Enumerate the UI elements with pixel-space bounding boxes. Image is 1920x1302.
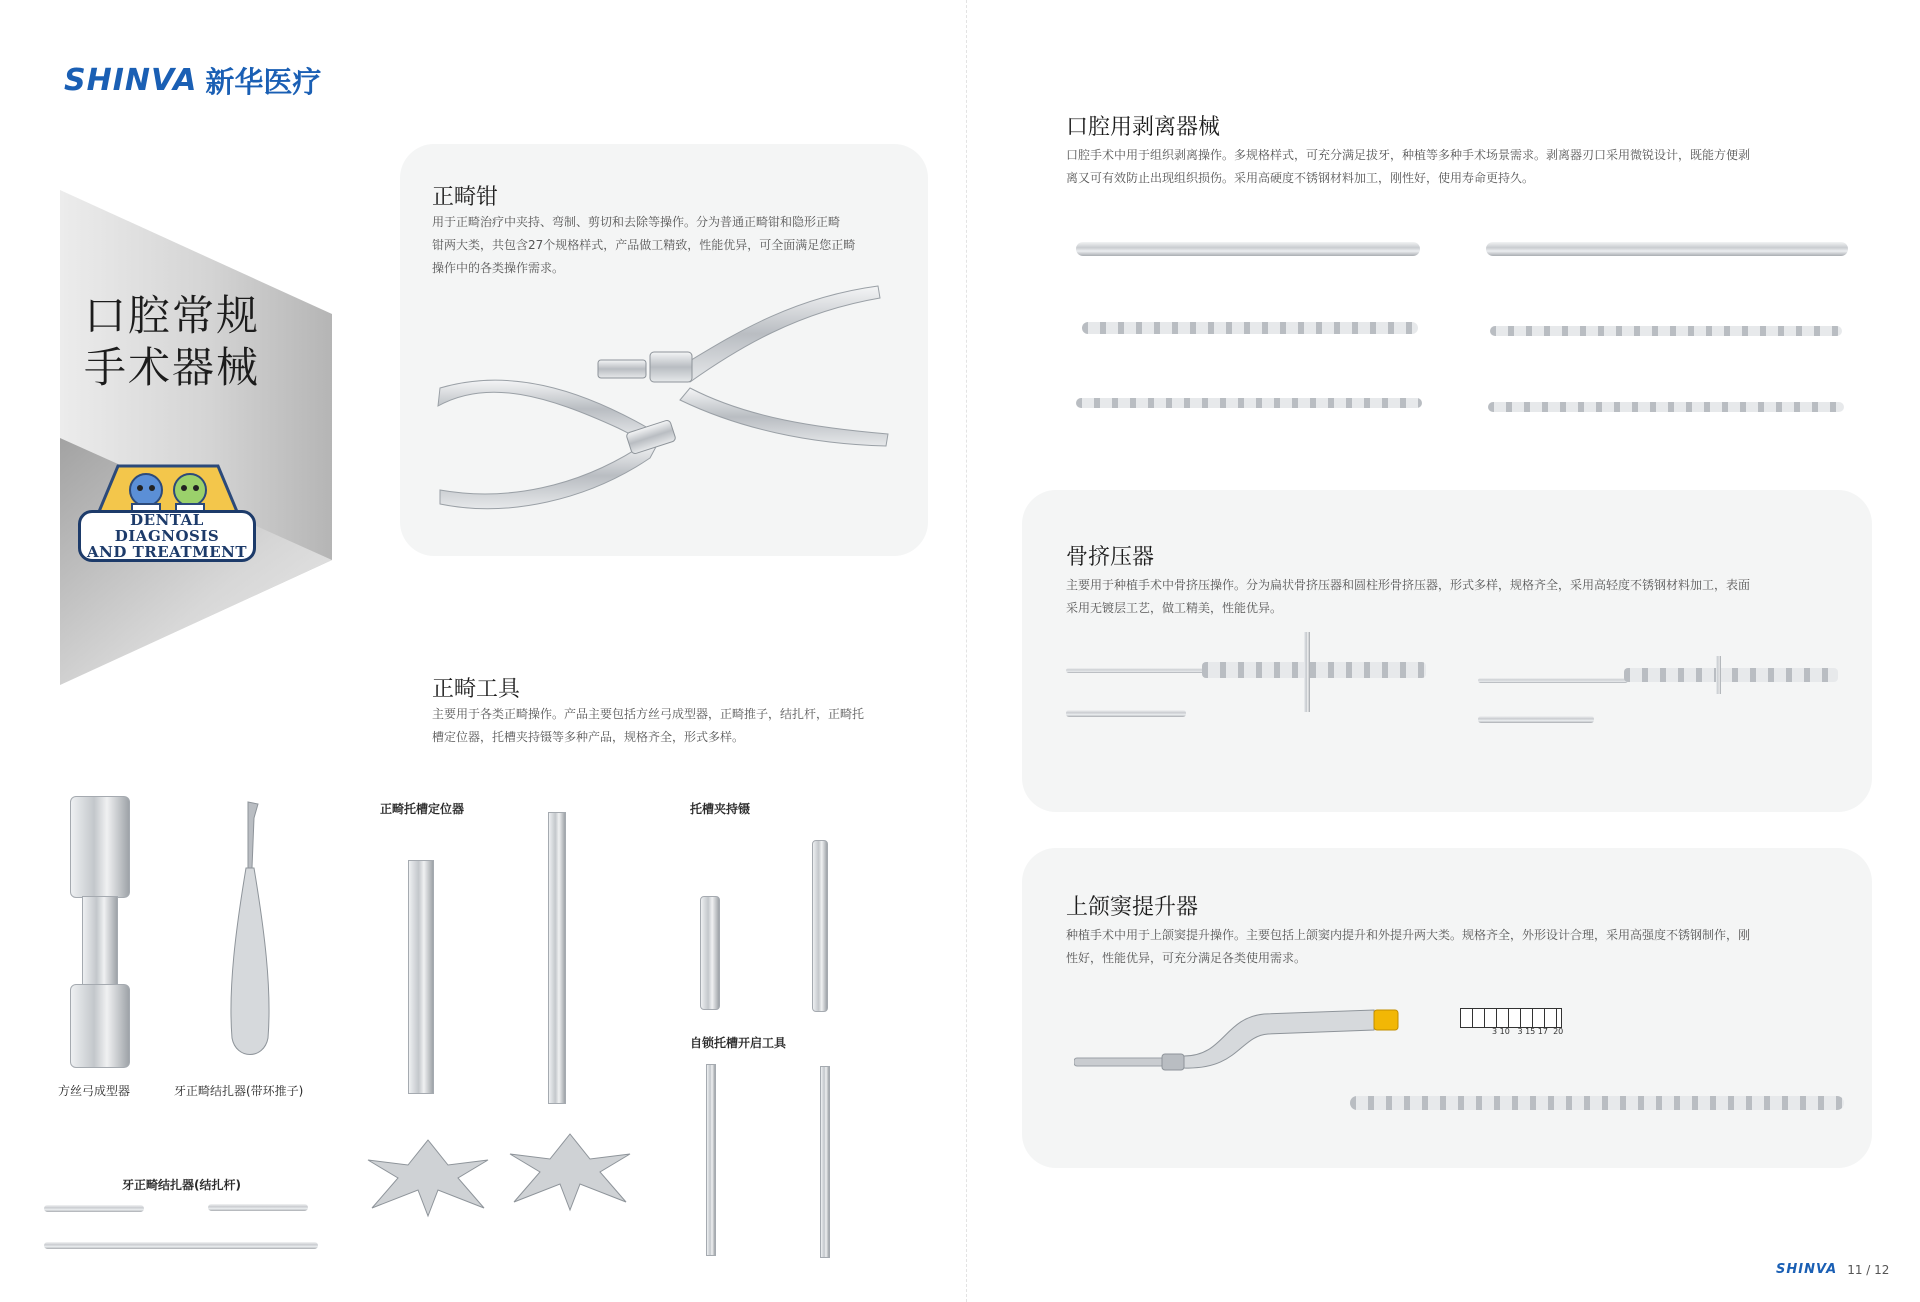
banner-title-line2: 手术器械: [84, 343, 261, 392]
bone-condenser-2-handle: [1624, 668, 1838, 682]
bracket-positioner-label: 正畸托槽定位器: [380, 802, 465, 816]
sinus-lift-elevator: [1350, 1096, 1844, 1110]
chevron-banner: [60, 190, 335, 685]
badge-ribbon: [78, 510, 256, 562]
periosteal-elevators-title: 口腔用剥离器械: [1066, 115, 1221, 140]
footer: [1776, 1262, 1889, 1277]
elevator-3: [1082, 322, 1418, 334]
self-ligating-tool-1: [706, 1064, 716, 1256]
orthodontic-tools-desc-line1: 主要用于各类正畸操作。产品主要包括方丝弓成型器，正畸推子，结扎杆，正畸托: [432, 707, 865, 721]
bone-condensers-desc-line2: 采用无镀层工艺，做工精美，性能优异。: [1066, 601, 1283, 615]
orthodontic-pliers-desc-line2: 钳两大类，共包含27个规格样式，产品做工精致，性能优异，可全面满足您正畸: [432, 238, 856, 252]
elevator-1: [1076, 242, 1420, 256]
elevator-4: [1490, 326, 1842, 336]
ligature-director-label: 牙正畸结扎器(结扎杆): [122, 1178, 241, 1192]
ligature-director-3: [44, 1242, 318, 1249]
bracket-tweezers-2: [812, 840, 828, 1012]
sinus-lift-desc: [1066, 924, 1846, 970]
brand-logo: [64, 60, 321, 100]
bone-condensers-title: 骨挤压器: [1066, 545, 1155, 570]
bone-condenser-2-tip-alt: [1478, 716, 1594, 723]
sinus-lift-depth-scale: [1460, 1008, 1562, 1028]
sinus-lift-desc-line2: 性好，性能优异，可充分满足各类使用需求。: [1066, 951, 1307, 965]
sinus-lift-scale-label: 3 10 3 15 17 20: [1492, 1027, 1564, 1036]
bone-condenser-2-stop: [1716, 656, 1721, 694]
ligature-director-2: [208, 1204, 308, 1211]
badge-line2: AND TREATMENT: [86, 543, 248, 561]
self-ligating-tool-label: 自锁托槽开启工具: [690, 1036, 787, 1050]
bone-condensers-desc-line1: 主要用于种植手术中骨挤压操作。分为扁状骨挤压器和圆柱形骨挤压器，形式多样，规格齐全，采用高轻度不锈钢材料加工，表面: [1066, 578, 1751, 592]
arch-former-neck: [82, 896, 118, 986]
bone-condensers-desc: [1066, 574, 1846, 620]
bracket-tweezers-1: [700, 896, 720, 1010]
elevator-5: [1076, 398, 1422, 408]
arch-former-base: [70, 984, 130, 1068]
orthodontic-pliers-desc: [432, 211, 912, 280]
page-number: 11 / 12: [1847, 1262, 1890, 1277]
bone-condenser-1-handle: [1202, 662, 1426, 678]
banner-title-line1: 口腔常规: [84, 291, 261, 340]
bracket-positioner-2: [548, 812, 566, 1104]
band-pusher-image: [218, 798, 282, 1068]
bone-condenser-1-tip-alt: [1066, 710, 1186, 717]
band-pusher-label: 牙正畸结扎器(带环推子): [174, 1084, 304, 1098]
orthodontic-tools-title: 正畸工具: [432, 677, 521, 702]
periosteal-elevators-desc: [1066, 144, 1866, 190]
orthodontic-pliers-title: 正畸钳: [432, 185, 499, 210]
bone-condenser-2-tip: [1478, 678, 1628, 683]
footer-brand: SHINVA: [1776, 1262, 1838, 1277]
sinus-lift-title: 上颌窦提升器: [1066, 895, 1199, 920]
sinus-lift-osteotome: [1074, 1000, 1434, 1080]
bone-condensers-panel: [1022, 490, 1872, 812]
arch-former-label: 方丝弓成型器: [58, 1084, 131, 1098]
periosteal-elevators-desc-line2: 离又可有效防止出现组织损伤。采用高硬度不锈钢材料加工，刚性好，使用寿命更持久。: [1066, 171, 1535, 185]
orthodontic-pliers-image: [428, 278, 898, 518]
bracket-positioner-1: [408, 860, 434, 1094]
brand-chinese: 新华医疗: [205, 64, 322, 99]
orthodontic-tools-desc: [432, 703, 932, 749]
bone-condenser-1-stop: [1304, 632, 1310, 712]
page-divider: [966, 0, 967, 1302]
badge-line1: DENTAL DIAGNOSIS: [114, 511, 220, 545]
orthodontic-pliers-desc-line1: 用于正畸治疗中夹持、弯制、剪切和去除等操作。分为普通正畸钳和隐形正畸: [432, 215, 841, 229]
self-ligating-tool-2: [820, 1066, 830, 1258]
star-gauge-2: [500, 1124, 640, 1214]
sinus-lift-desc-line1: 种植手术中用于上颌窦提升操作。主要包括上颌窦内提升和外提升两大类。规格齐全，外形设计合理，采用高强度不锈钢制作，刚: [1066, 928, 1751, 942]
banner-title: [84, 290, 260, 394]
periosteal-elevators-desc-line1: 口腔手术中用于组织剥离操作。多规格样式，可充分满足拔牙，种植等多种手术场景需求。剥离器刃口采用微锐设计，既能方便剥: [1066, 148, 1751, 162]
ligature-director-1: [44, 1205, 144, 1212]
dental-badge: [78, 454, 258, 566]
elevator-2: [1486, 242, 1848, 256]
bone-condenser-1-tip: [1066, 668, 1206, 673]
elevator-6: [1488, 402, 1844, 412]
star-gauge-1: [358, 1130, 498, 1220]
arch-former-top: [70, 796, 130, 898]
brand-latin: SHINVA: [64, 62, 198, 98]
orthodontic-tools-desc-line2: 槽定位器，托槽夹持镊等多种产品，规格齐全，形式多样。: [432, 730, 745, 744]
orthodontic-pliers-desc-line3: 操作中的各类操作需求。: [432, 261, 565, 275]
bracket-tweezers-label: 托槽夹持镊: [690, 802, 751, 816]
